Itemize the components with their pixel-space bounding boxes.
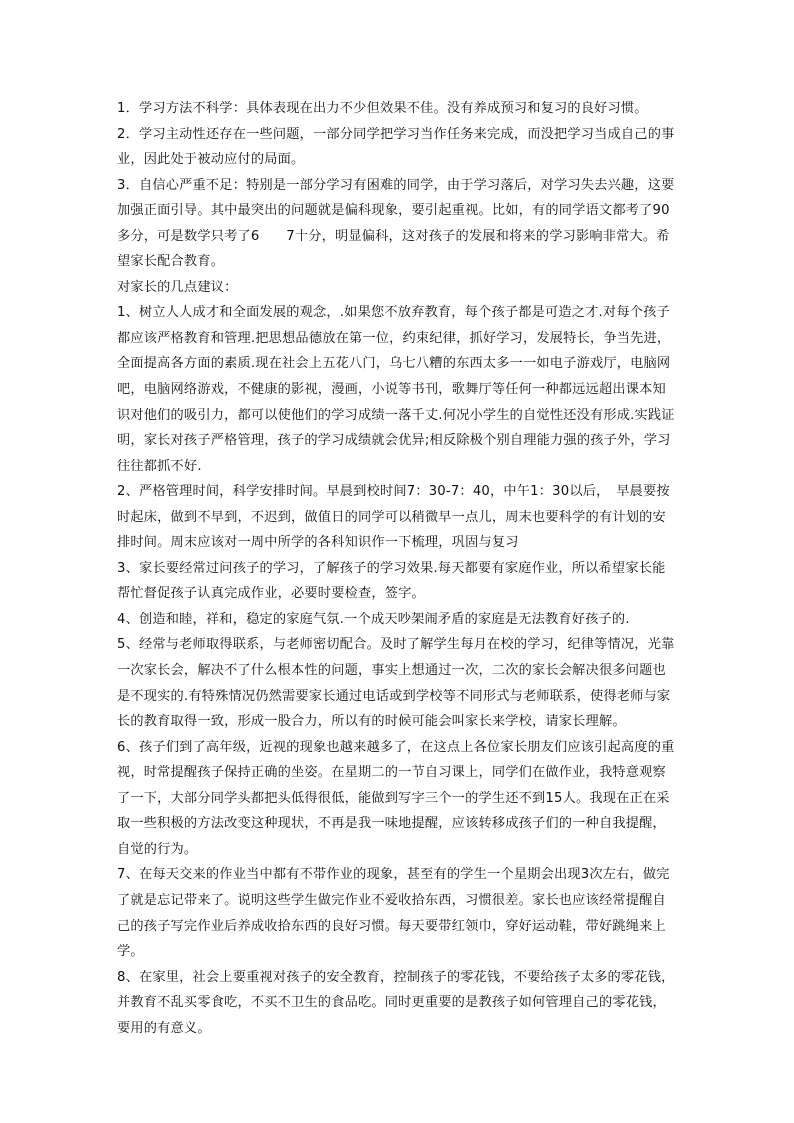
advice-item-8: 8、在家里，社会上要重视对孩子的安全教育，控制孩子的零花钱，不要给孩子太多的零花钱，并教育不乱买零食吃，不买不卫生的食品吃。同时更重要的是教孩子如何管理自己的零花钱，要用的有意义。 [117,969,675,1036]
paragraph-initiative: 2．学习主动性还存在一些问题，一部分同学把学习当作任务来完成，而没把学习当成自己的事业，因此处于被动应付的局面。 [117,126,675,168]
advice-item-2: 2、严格管理时间，科学安排时间。早晨到校时间7：30-7：40，中午1：30以后， 早晨要按时起床，做到不早到，不迟到，做值日的同学可以稍微早一点儿，周末也要科学的有计划的安排时间。周末应该对一周中所学的各科知识作一下梳理，巩固与复习 [117,484,670,551]
advice-item-1: 1、树立人人成才和全面发展的观念，.如果您不放弃教育，每个孩子都是可造之才.对每个孩子都应该严格教育和管理.把思想品德放在第一位，约束纪律，抓好学习，发展特长，争当先进，全面提高各方面的素质.现在社会上五花八门，乌七八糟的东西太多一一如电子游戏厅，电脑网吧，电脑网络游戏，不健康的影视，漫画，小说等书刊，歌舞厅等任何一种都远远超出课本知识对他们的吸引力，都可以使他们的学习成绩一落千丈.何况小学生的自觉性还没有形成.实践证明，家长对孩子严格管理，孩子的学习成绩就会优异;相反除极个别自理能力强的孩子外，学习往往都抓不好. [117,305,675,474]
paragraph-confidence: 3．自信心严重不足：特别是一部分学习有困难的同学，由于学习落后，对学习失去兴趣，这要加强正面引导。其中最突出的问题就是偏科现象，要引起重视。比如，有的同学语文都考了90多分，可是数学只考了6 7十分，明显偏科，这对孩子的发展和将来的学习影响非常大。希望家长配合教育。 [117,177,675,270]
advice-item-7: 7、在每天交来的作业当中都有不带作业的现象，甚至有的学生一个星期会出现3次左右，做完了就是忘记带来了。说明这些学生做完作业不爱收拾东西，习惯很差。家长也应该经常提醒自己的孩子写完作业后养成收拾东西的良好习惯。每天要带红领巾，穿好运动鞋，带好跳绳来上学。 [117,867,670,960]
advice-item-5: 5、经常与老师取得联系，与老师密切配合。及时了解学生每月在校的学习，纪律等情况，光靠一次家长会，解决不了什么根本性的问题，事实上想通过一次，二次的家长会解决很多问题也是不现实的.有特殊情况仍然需要家长通过电话或到学校等不同形式与老师联系，使得老师与家长的教育取得一致，形成一股合力，所以有的时候可能会叫家长来学校，请家长理解。 [117,637,675,730]
advice-item-3: 3、家长要经常过问孩子的学习，了解孩子的学习效果.每天都要有家庭作业，所以希望家长能帮忙督促孩子认真完成作业，必要时要检查，签字。 [117,560,666,602]
advice-item-4: 4、创造和睦，祥和，稳定的家庭气氛.一个成天吵架闹矛盾的家庭是无法教育好孩子的. [117,611,630,627]
section-heading-parent-advice: 对家长的几点建议： [117,279,238,295]
document-body [117,96,677,1041]
advice-item-6: 6、孩子们到了高年级，近视的现象也越来越多了，在这点上各位家长朋友们应该引起高度的重视，时常提醒孩子保持正确的坐姿。在星期二的一节自习课上，同学们在做作业，我特意观察了一下，大部分同学头都把头低得很低，能做到写字三个一的学生还不到15人。我现在正在采取一些积极的方法改变这种现状，不再是我一味地提醒，应该转移成孩子们的一种自我提醒，自觉的行为。 [117,739,675,857]
paragraph-study-method: 1．学习方法不科学：具体表现在出力不少但效果不佳。没有养成预习和复习的良好习惯。 [117,101,648,116]
